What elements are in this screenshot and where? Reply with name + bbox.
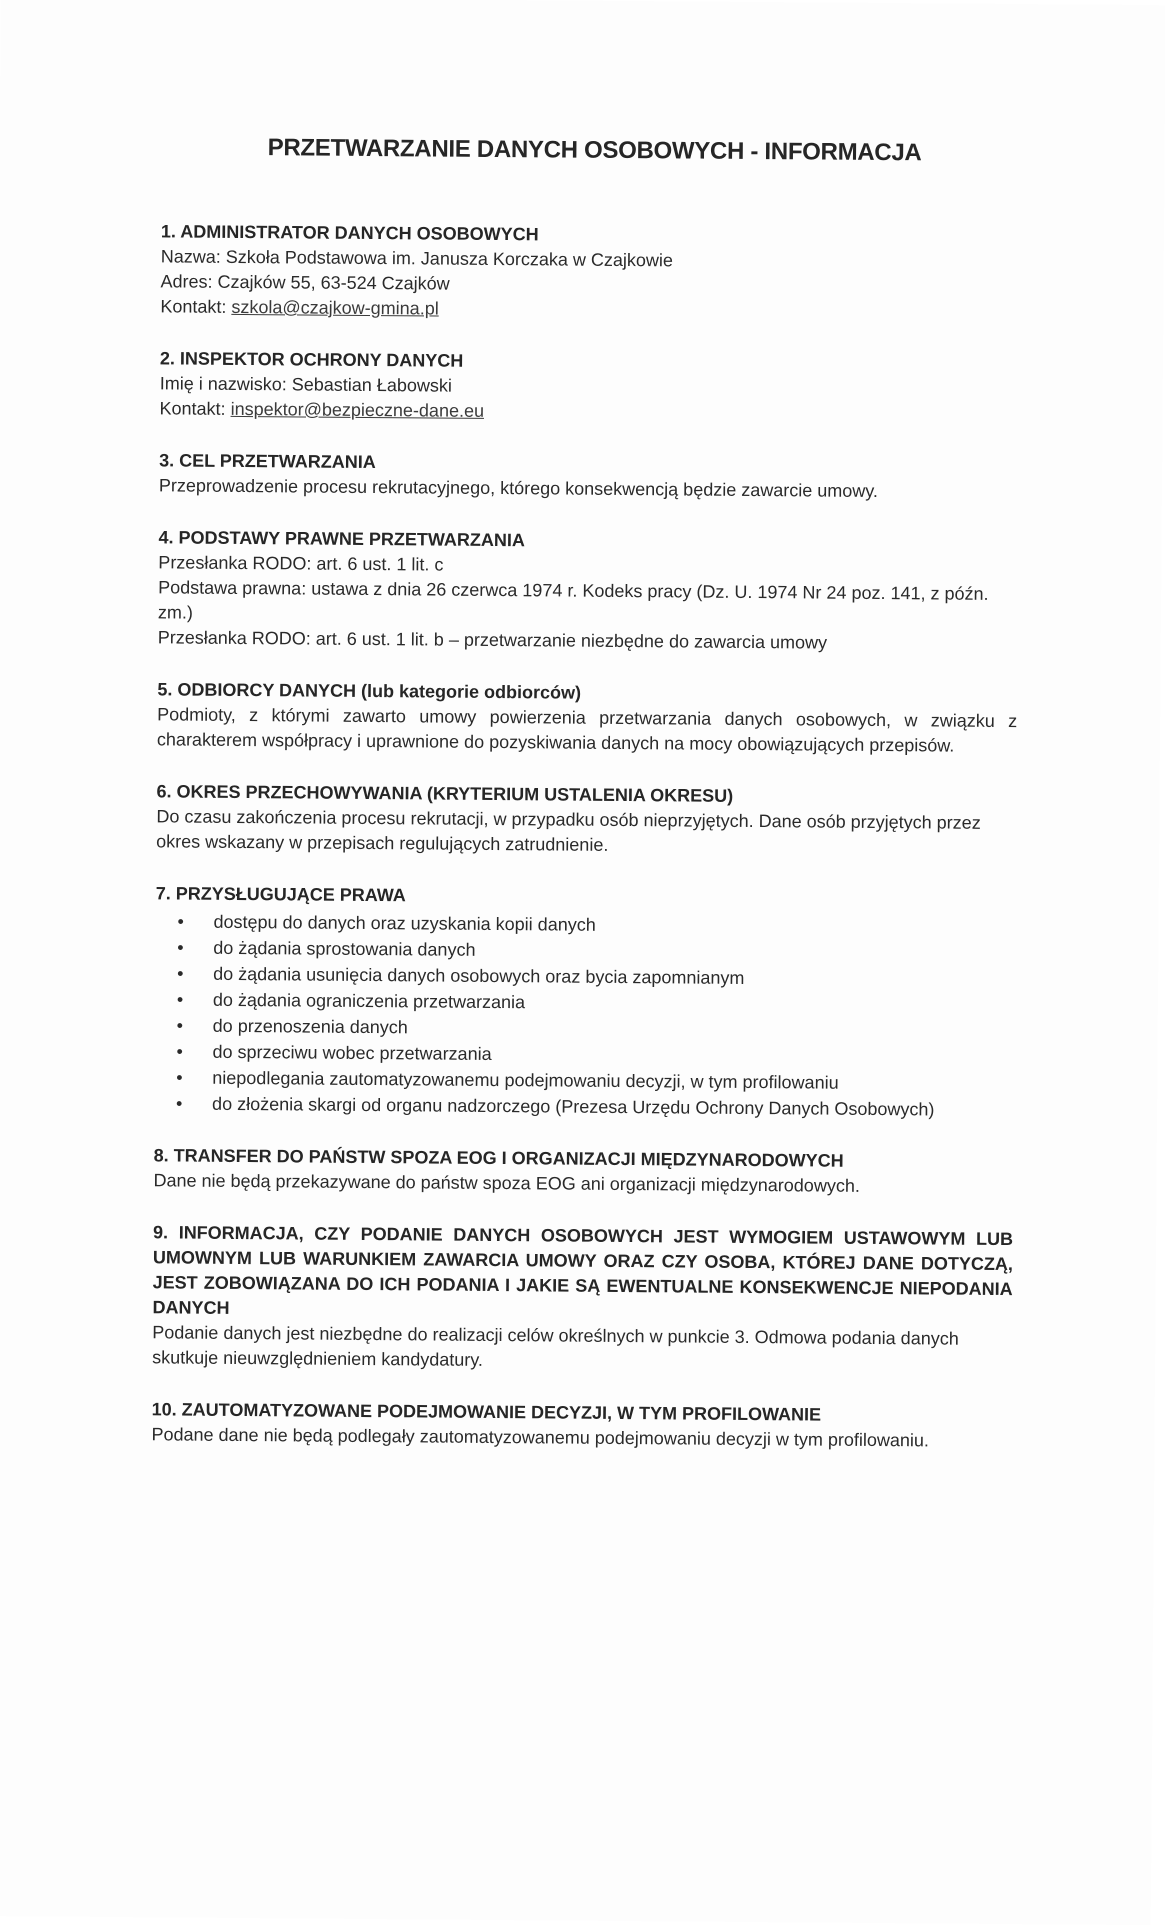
legal-basis-line: Przesłanka RODO: art. 6 ust. 1 lit. c [158,552,444,575]
section-retention [156,779,1017,861]
bullet-icon: • [177,911,184,932]
section-heading: 5. ODBIORCY DANYCH (lub kategorie odbiorców) [157,679,582,703]
section-heading: 3. CEL PRZETWARZANIA [159,450,376,473]
bullet-icon: • [177,937,184,958]
administrator-contact [160,294,1020,326]
inspector-email-link[interactable]: inspektor@bezpieczne-dane.eu [230,398,485,421]
section-text: Do czasu zakończenia procesu rekrutacji, w przypadku osób nieprzyjętych. Dane osób przyjętych przez okres wskazany w przepisach regulujących zatrudnienie. [156,806,981,855]
list-item-text: dostępu do danych oraz uzyskania kopii danych [213,911,596,935]
list-item-text: do żądania sprostowania danych [213,937,476,960]
list-item-text: do złożenia skargi od organu nadzorczego (Prezesa Urzędu Ochrony Danych Osobowych) [212,1093,935,1120]
section-heading: 9. INFORMACJA, CZY PODANIE DANYCH OSOBOWYCH JEST WYMOGIEM USTAWOWYM LUB UMOWNYM LUB WARUNKIEM ZAWARCIA UMOWY ORAZ CZY OSOBA, KTÓREJ DANE DOTYCZĄ, JEST ZOBOWIĄZANA DO ICH PODANIA I JAKIE SĄ EWENTUALNE KONSEKWENCJE NIEPODANIA DANYCH [152,1222,1014,1318]
document-title: PRZETWARZANIE DANYCH OSOBOWYCH - INFORMACJA [267,134,922,167]
legal-basis-line: Podstawa prawna: ustawa z dnia 26 czerwca 1974 r. Kodeks pracy (Dz. U. 1974 Nr 24 poz. 141, z późn. zm.) [157,577,989,623]
section-recipients [157,677,1018,759]
section-automated-decisions [151,1397,1011,1454]
list-item-text: do żądania usunięcia danych osobowych oraz bycia zapomnianym [213,963,745,988]
rights-list [154,908,1016,1123]
contact-label: Kontakt: [160,296,232,317]
bullet-icon: • [177,963,184,984]
section-transfer [153,1143,1013,1200]
inspector-name: Imię i nazwisko: Sebastian Łabowski [159,373,452,396]
section-legal-basis [158,525,1019,657]
bullet-icon: • [176,1041,183,1062]
section-text: Podane dane nie będą podlegały zautomatyzowanemu podejmowaniu decyzji w tym profilowaniu. [151,1424,930,1451]
section-heading: 8. TRANSFER DO PAŃSTW SPOZA EOG I ORGANIZACJI MIĘDZYNARODOWYCH [153,1145,844,1171]
contact-label: Kontakt: [159,398,231,419]
section-rights [154,881,1016,1123]
bullet-icon: • [176,1093,183,1114]
section-text: Dane nie będą przekazywane do państw spoza EOG ani organizacji międzynarodowych. [153,1170,860,1196]
administrator-address: Adres: Czajków 55, 63-524 Czajków [160,271,450,294]
list-item-text: niepodlegania zautomatyzowanemu podejmowaniu decyzji, w tym profilowaniu [212,1067,839,1093]
section-purpose [159,448,1019,505]
section-text: Przeprowadzenie procesu rekrutacyjnego, którego konsekwencją będzie zawarcie umowy. [158,475,879,501]
section-heading: 6. OKRES PRZECHOWYWANIA (KRYTERIUM USTALENIA OKRESU) [156,781,734,806]
list-item-text: do przenoszenia danych [212,1015,408,1038]
bullet-icon: • [176,1067,183,1088]
section-heading: 1. ADMINISTRATOR DANYCH OSOBOWYCH [160,221,539,245]
administrator-name: Nazwa: Szkoła Podstawowa im. Janusza Korczaka w Czajkowie [160,246,674,271]
section-heading: 7. PRZYSŁUGUJĄCE PRAWA [155,883,406,906]
section-text: Podanie danych jest niezbędne do realizacji celów określnych w punkcie 3. Odmowa podania danych skutkuje nieuwzględnieniem kandydatury. [152,1322,959,1370]
document-body [151,219,1021,1481]
list-item-text: do żądania ograniczenia przetwarzania [212,989,526,1013]
section-text: Podmioty, z którymi zawarto umowy powierzenia przetwarzania danych osobowych, w związku z charakterem współpracy i uprawnione do pozyskiwania danych na mocy obowiązujących przepisów. [156,704,1018,756]
section-administrator [160,219,1021,326]
bullet-icon: • [176,1015,184,1036]
list-item-text: do sprzeciwu wobec przetwarzania [212,1041,492,1064]
inspector-contact [159,396,1019,428]
section-heading: 2. INSPEKTOR OCHRONY DANYCH [159,348,464,371]
list-item [176,1090,1014,1123]
section-heading: 4. PODSTAWY PRAWNE PRZETWARZANIA [158,527,525,551]
legal-basis-line: Przesłanka RODO: art. 6 ust. 1 lit. b – przetwarzanie niezbędne do zawarcia umowy [157,627,828,653]
section-obligation [152,1220,1013,1377]
section-inspector [159,346,1020,428]
bullet-icon: • [176,989,184,1010]
section-heading: 10. ZAUTOMATYZOWANE PODEJMOWANIE DECYZJI, W TYM PROFILOWANIE [151,1399,822,1425]
administrator-email-link[interactable]: szkola@czajkow-gmina.pl [231,296,439,319]
